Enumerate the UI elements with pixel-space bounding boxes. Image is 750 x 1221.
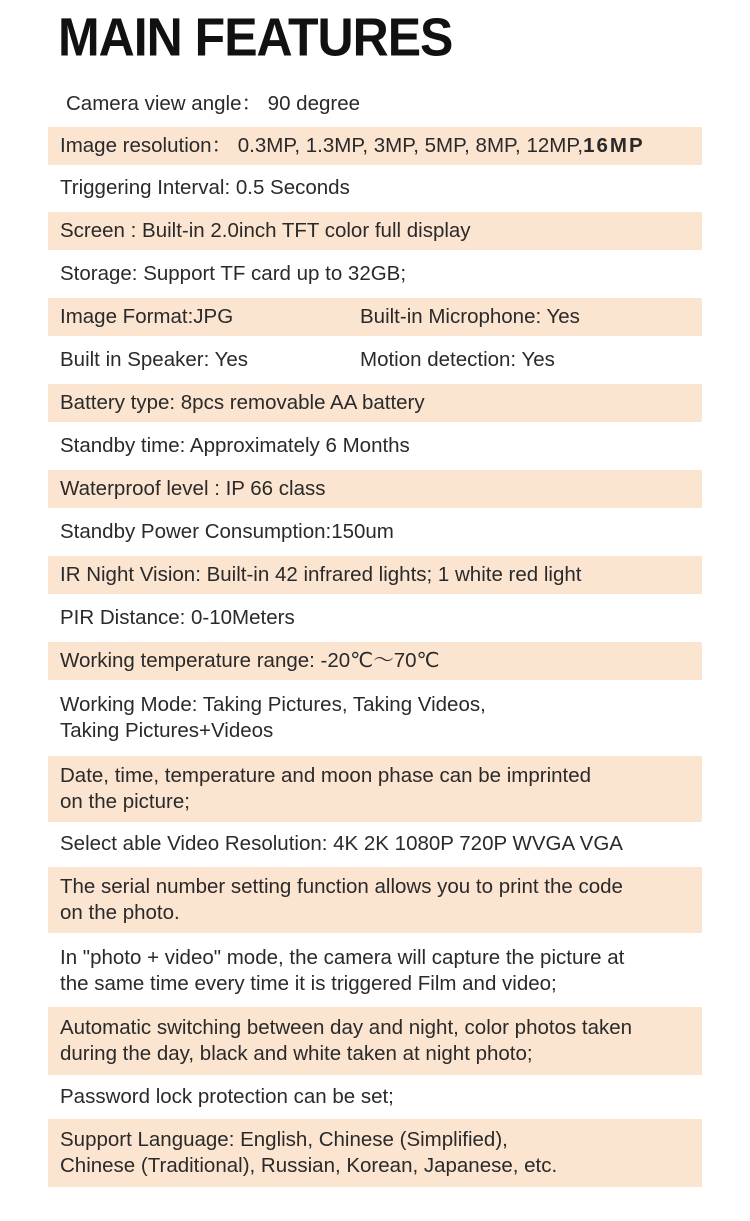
- feature-video-resolution: [48, 826, 702, 862]
- feature-text-line-1: Working Mode: Taking Pictures, Taking Videos,: [60, 693, 486, 716]
- feature-microphone: Built-in Microphone: Yes: [360, 305, 580, 328]
- feature-password: [48, 1079, 702, 1115]
- feature-text: Working temperature range: -20℃～70℃: [60, 649, 440, 672]
- feature-text-line-2: on the photo.: [60, 901, 180, 924]
- feature-text-tail: 16MP: [583, 134, 645, 157]
- feature-speaker: Built in Speaker: Yes: [60, 348, 249, 371]
- feature-text-line-2: on the picture;: [60, 790, 190, 813]
- feature-waterproof: [48, 470, 702, 508]
- feature-text-line-2: the same time every time it is triggered Film and video;: [60, 972, 557, 995]
- feature-text: Waterproof level : IP 66 class: [60, 477, 326, 500]
- feature-text-line-1: Support Language: English, Chinese (Simplified),: [60, 1128, 508, 1151]
- feature-working-mode: [48, 688, 702, 748]
- feature-language: [48, 1119, 702, 1187]
- feature-speaker-row: [48, 342, 702, 378]
- feature-text-line-1: In "photo + video" mode, the camera will capture the picture at: [60, 946, 625, 969]
- feature-serial-number: [48, 867, 702, 933]
- feature-storage: [48, 256, 702, 292]
- feature-text: Screen : Built-in 2.0inch TFT color full display: [60, 219, 471, 242]
- feature-text-line-2: Chinese (Traditional), Russian, Korean, Japanese, etc.: [60, 1154, 558, 1177]
- feature-triggering-interval: [48, 170, 702, 206]
- feature-motion-detection: Motion detection: Yes: [360, 348, 555, 371]
- feature-camera-view-angle: [48, 88, 702, 120]
- feature-screen: [48, 212, 702, 250]
- feature-battery-type: [48, 384, 702, 422]
- feature-image-format: Image Format:JPG: [60, 305, 234, 328]
- feature-text: Password lock protection can be set;: [60, 1085, 394, 1108]
- feature-standby-power: [48, 514, 702, 550]
- feature-photo-video-mode: [48, 940, 702, 1002]
- feature-text: Image resolution： 0.3MP, 1.3MP, 3MP, 5MP, 8MP, 12MP,: [60, 134, 584, 157]
- feature-image-resolution: [48, 127, 702, 165]
- feature-text: Select able Video Resolution: 4K 2K 1080P 720P WVGA VGA: [60, 832, 623, 855]
- feature-text: IR Night Vision: Built-in 42 infrared lights; 1 white red light: [60, 563, 582, 586]
- feature-working-temperature: [48, 642, 702, 680]
- feature-image-format-row: [48, 298, 702, 336]
- feature-text-line-2: Taking Pictures+Videos: [60, 719, 274, 742]
- feature-pir-distance: [48, 600, 702, 636]
- feature-text: Standby Power Consumption:150um: [60, 520, 394, 543]
- feature-day-night: [48, 1007, 702, 1075]
- feature-text: Storage: Support TF card up to 32GB;: [60, 262, 407, 285]
- feature-ir-night-vision: [48, 556, 702, 594]
- feature-text: Triggering Interval: 0.5 Seconds: [60, 176, 350, 199]
- feature-text: Battery type: 8pcs removable AA battery: [60, 391, 425, 414]
- feature-imprint: [48, 756, 702, 822]
- feature-text-line-1: Automatic switching between day and night, color photos taken: [60, 1016, 633, 1039]
- feature-text: PIR Distance: 0-10Meters: [60, 606, 295, 629]
- page-title: MAIN FEATURES: [58, 7, 453, 68]
- feature-text: Camera view angle： 90 degree: [66, 92, 360, 115]
- feature-text-line-1: The serial number setting function allows you to print the code: [60, 875, 623, 898]
- feature-text-line-1: Date, time, temperature and moon phase can be imprinted: [60, 764, 592, 787]
- feature-text-line-2: during the day, black and white taken at night photo;: [60, 1042, 533, 1065]
- feature-standby-time: [48, 428, 702, 464]
- feature-text: Standby time: Approximately 6 Months: [60, 434, 410, 457]
